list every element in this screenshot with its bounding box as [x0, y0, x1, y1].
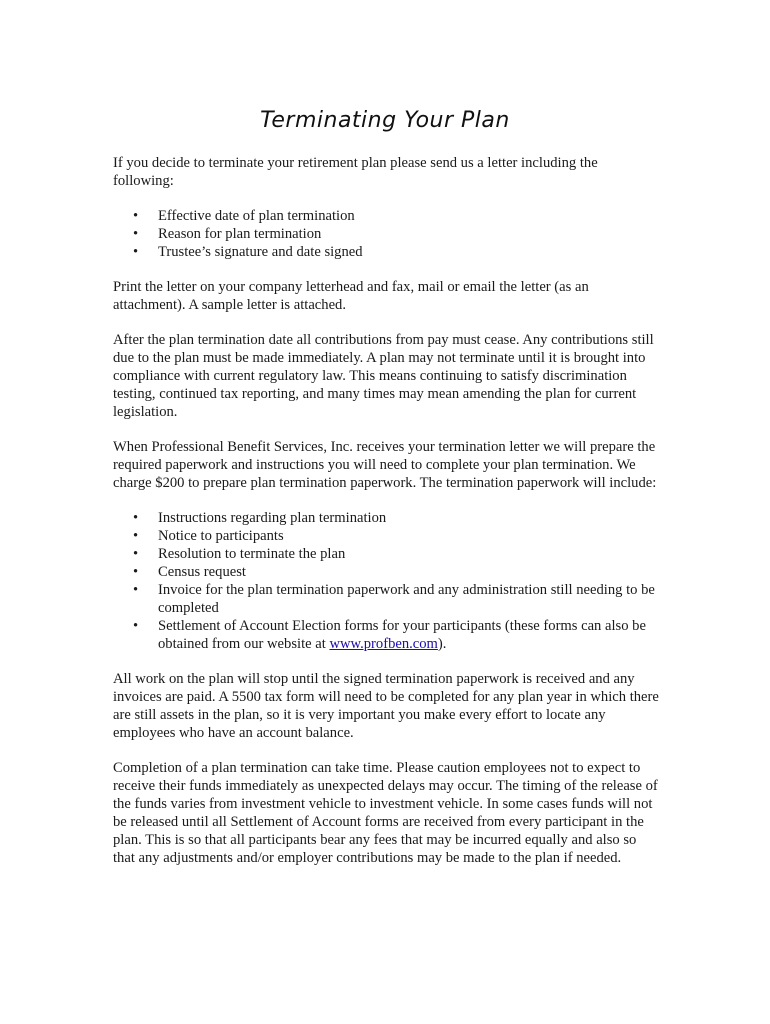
list-item-text: Effective date of plan termination — [158, 208, 355, 224]
paperwork-list — [113, 509, 661, 653]
bullet-icon: • — [133, 510, 139, 526]
after-termination-paragraph: After the plan termination date all contributions from pay must cease. Any contributions still due to the plan must be made immediately. A plan may not terminate until it is brought into compliance with current regulatory law. This means continuing to satisfy discrimination testing, continued tax reporting, and many times may mean amending the plan for current legislation. — [113, 332, 654, 420]
list-item-text: Notice to participants — [158, 528, 284, 544]
page-title: Terminating Your Plan — [260, 108, 510, 133]
list-item — [113, 617, 661, 653]
bullet-icon: • — [133, 618, 139, 634]
list-item-text: Invoice for the plan termination paperwork and any administration still needing to be completed — [158, 582, 655, 616]
settlement-suffix: ). — [437, 636, 447, 652]
list-item — [113, 545, 661, 563]
website-link[interactable]: www.profben.com — [329, 636, 438, 652]
bullet-icon: • — [133, 528, 139, 544]
list-item — [113, 243, 661, 261]
bullet-icon: • — [133, 564, 139, 580]
list-item-text: Instructions regarding plan termination — [158, 510, 387, 526]
list-item — [113, 207, 661, 225]
list-item-text — [158, 618, 646, 652]
list-item-text: Resolution to terminate the plan — [158, 546, 346, 562]
bullet-icon: • — [133, 244, 139, 260]
letter-requirements-list — [113, 207, 661, 261]
completion-paragraph: Completion of a plan termination can take time. Please caution employees not to expect to receive their funds immediately as unexpected delays may occur. The timing of the release of the funds varies from investment vehicle to investment vehicle. In some cases funds will not be released until all Settlement of Account forms are received from every participant in the plan. This is so that all participants bear any fees that may be incurred equally and also so that any adjustments and/or employer contributions may be made to the plan if needed. — [113, 760, 658, 866]
list-item-text: Census request — [158, 564, 246, 580]
list-item-text: Trustee’s signature and date signed — [158, 244, 363, 260]
bullet-icon: • — [133, 226, 139, 242]
paperwork-intro-paragraph: When Professional Benefit Services, Inc. receives your termination letter we will prepare the required paperwork and instructions you will need to complete your plan termination. We charge $200 to prepare plan termination paperwork. The termination paperwork will include: — [113, 439, 657, 491]
bullet-icon: • — [133, 208, 139, 224]
list-item — [113, 563, 661, 581]
list-item — [113, 527, 661, 545]
list-item — [113, 225, 661, 243]
list-item — [113, 581, 661, 617]
document-body — [113, 154, 661, 884]
print-letter-paragraph: Print the letter on your company letterhead and fax, mail or email the letter (as an attachment). A sample letter is attached. — [113, 279, 589, 313]
list-item-text: Reason for plan termination — [158, 226, 322, 242]
bullet-icon: • — [133, 546, 139, 562]
all-work-paragraph: All work on the plan will stop until the signed termination paperwork is received and any invoices are paid. A 5500 tax form will need to be completed for any plan year in which there are still assets in the plan, so it is very important you make every effort to locate any employees who have an account balance. — [113, 671, 659, 741]
bullet-icon: • — [133, 582, 139, 598]
settlement-text: Settlement of Account Election forms for your participants (these forms can also be obtained from our website at — [158, 618, 646, 652]
intro-paragraph: If you decide to terminate your retirement plan please send us a letter including the following: — [113, 155, 598, 189]
list-item — [113, 509, 661, 527]
